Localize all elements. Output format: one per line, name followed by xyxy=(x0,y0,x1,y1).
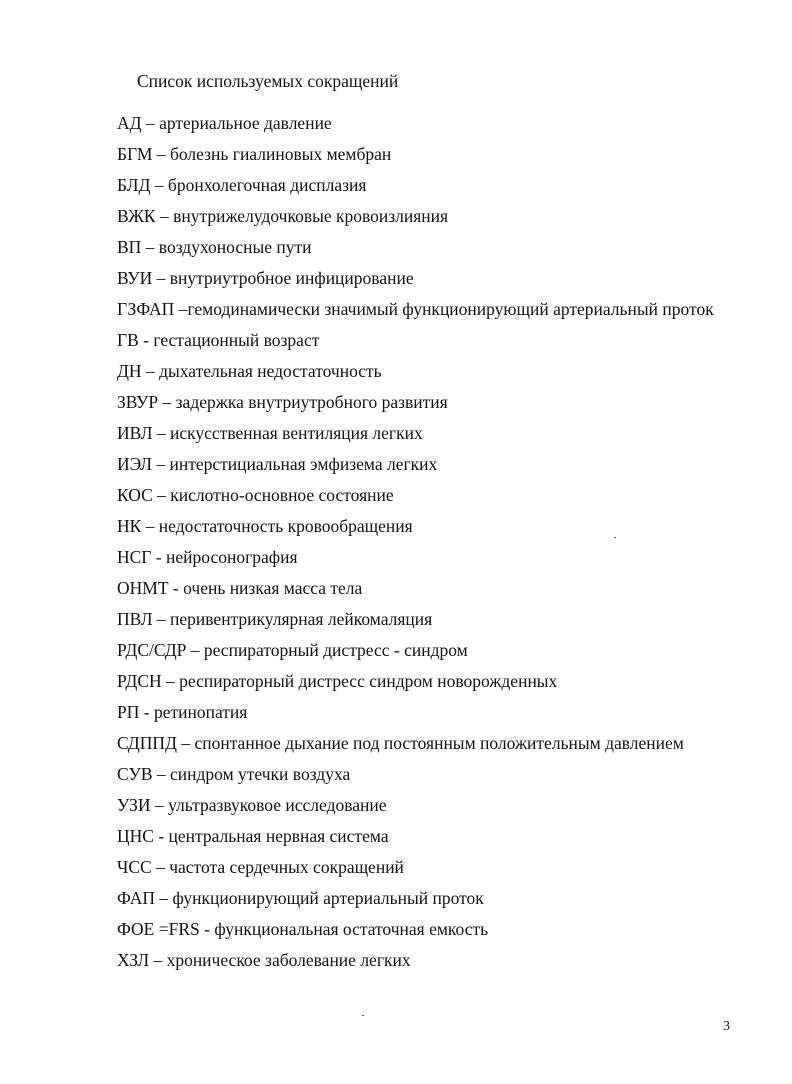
list-item: НСГ - нейросонография xyxy=(117,547,298,567)
list-item: ХЗЛ – хроническое заболевание легких xyxy=(117,950,411,970)
list-item: СУВ – синдром утечки воздуха xyxy=(117,764,351,784)
list-item: ФОЕ =FRS - функциональная остаточная емкость xyxy=(117,919,489,939)
list-item: КОС – кислотно-основное состояние xyxy=(117,485,394,505)
list-item: ГЗФАП –гемодинамически значимый функционирующий артериальный проток xyxy=(117,299,714,319)
list-item: ДН – дыхательная недостаточность xyxy=(117,361,382,381)
scan-speck xyxy=(362,1015,364,1016)
list-item: ИВЛ – искусственная вентиляция легких xyxy=(117,423,423,443)
list-item: ВЖК – внутрижелудочковые кровоизлияния xyxy=(117,206,449,226)
list-item: ВП – воздухоносные пути xyxy=(117,237,312,257)
page-title: Список используемых сокращений xyxy=(137,71,399,91)
list-item: БГМ – болезнь гиалиновых мембран xyxy=(117,144,392,164)
scan-speck xyxy=(614,537,616,538)
list-item: ОНМТ - очень низкая масса тела xyxy=(117,578,363,598)
list-item: ЦНС - центральная нервная система xyxy=(117,826,389,846)
list-item: ЗВУР – задержка внутриутробного развития xyxy=(117,392,448,412)
abbreviation-list xyxy=(117,111,742,979)
list-item: НК – недостаточность кровообращения xyxy=(117,516,413,536)
list-item: РДСН – респираторный дистресс синдром новорожденных xyxy=(117,671,558,691)
list-item: РДС/СДР – респираторный дистресс - синдром xyxy=(117,640,468,660)
list-item: СДППД – спонтанное дыхание под постоянным положительным давлением xyxy=(117,733,684,753)
list-item: ПВЛ – перивентрикулярная лейкомаляция xyxy=(117,609,433,629)
list-item: УЗИ – ультразвуковое исследование xyxy=(117,795,387,815)
list-item: ЧСС – частота сердечных сокращений xyxy=(117,857,404,877)
list-item: ФАП – функционирующий артериальный проток xyxy=(117,888,484,908)
page-number: 3 xyxy=(723,1019,730,1034)
list-item: АД – артериальное давление xyxy=(117,113,332,133)
list-item: ВУИ – внутриутробное инфицирование xyxy=(117,268,414,288)
list-item: ГВ - гестационный возраст xyxy=(117,330,320,350)
list-item: ИЭЛ – интерстициальная эмфизема легких xyxy=(117,454,438,474)
list-item: РП - ретинопатия xyxy=(117,702,248,722)
list-item: БЛД – бронхолегочная дисплазия xyxy=(117,175,367,195)
